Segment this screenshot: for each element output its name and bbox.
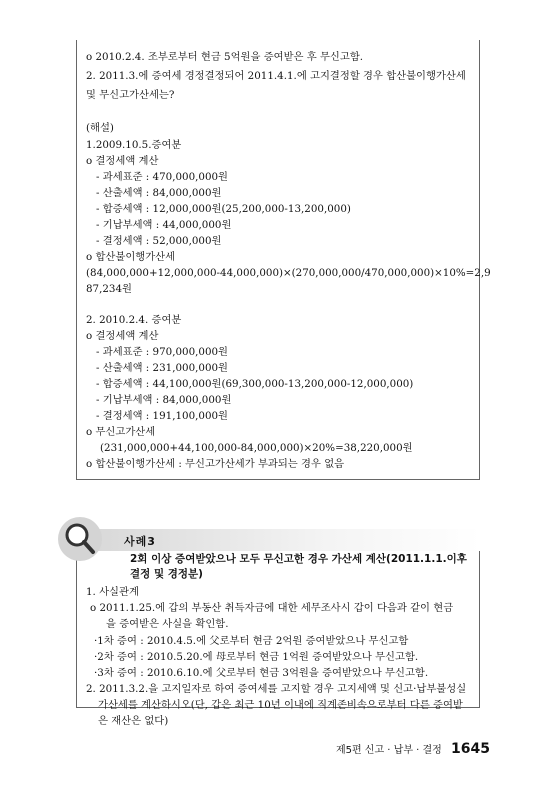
question-line: 가산세를 계산하시오(단, 갑은 최근 10년 이내에 직계존비속으로부터 다른 증여받 xyxy=(98,699,463,711)
facts-head: 1. 사실관계 xyxy=(86,586,139,598)
page-footer xyxy=(336,741,490,757)
case-label: 사례3 xyxy=(124,535,156,548)
part2-item: - 과세표준 : 970,000,000원 xyxy=(96,346,229,358)
solution-heading: (해설) xyxy=(86,122,114,134)
footer-section: 제5편 신고 · 납부 · 결정 xyxy=(335,745,442,756)
part2-combine-line: o 합산불이행가산세 : 무신고가산세가 부과되는 경우 없음 xyxy=(86,458,345,470)
part2-item: - 산출세액 : 231,000,000원 xyxy=(96,362,229,374)
part2-item: - 합증세액 : 44,100,000원(69,300,000-13,200,000-12,000,000) xyxy=(96,378,414,390)
part2-noreport-line: (231,000,000+44,100,000-84,000,000)×20%=38,220,000원 xyxy=(100,442,413,454)
question-line: 및 무신고가산세는? xyxy=(86,89,175,101)
part1-item: - 결정세액 : 52,000,000원 xyxy=(96,235,222,247)
question-line: 은 재산은 없다) xyxy=(98,715,169,727)
part2-item: - 결정세액 : 191,100,000원 xyxy=(96,410,229,422)
part1-item: - 과세표준 : 470,000,000원 xyxy=(96,171,229,183)
part1-item: - 산출세액 : 84,000,000원 xyxy=(96,187,222,199)
magnifier-icon xyxy=(56,515,104,563)
part1-title: 1.2009.10.5.증여분 xyxy=(86,139,182,151)
part2-title: 2. 2010.2.4. 증여분 xyxy=(86,314,182,326)
question-line: o 2010.2.4. 조부로부터 현금 5억원을 증여받은 후 무신고함. xyxy=(86,51,364,63)
page-number: 1645 xyxy=(451,741,490,757)
part2-item: - 기납부세액 : 84,000,000원 xyxy=(96,394,232,406)
gift-line: ·3차 증여 : 2010.6.10.에 父로부터 현금 3억원을 증여받았으나 무신고함. xyxy=(94,667,429,679)
question-line: 2. 2011.3.에 증여세 경정결정되어 2011.4.1.에 고지결정할 경우 합산불이행가산세 xyxy=(86,70,466,82)
facts-line: 을 증여받은 사실을 확인함. xyxy=(106,618,229,630)
question-line: 2. 2011.3.2.을 고지일자로 하여 증여세를 고지할 경우 고지세액 및 신고·납부불성실 xyxy=(86,683,467,695)
facts-line: o 2011.1.25.에 갑의 부동산 취득자금에 대한 세무조사시 갑이 다음과 같이 현금 xyxy=(90,602,454,614)
part2-noreport-head: o 무신고가산세 xyxy=(86,426,156,438)
gift-line: ·2차 증여 : 2010.5.20.에 母로부터 현금 1억원 증여받았으나 무신고함. xyxy=(94,651,419,663)
part2-calc-head: o 결정세액 계산 xyxy=(86,330,159,342)
part1-item: - 기납부세액 : 44,000,000원 xyxy=(96,219,232,231)
case-title: 2회 이상 증여받았으나 모두 무신고한 경우 가산세 계산(2011.1.1.이후 결정 및 경정분) xyxy=(130,553,467,580)
part1-penalty-line: 87,234원 xyxy=(86,283,132,295)
part1-item: - 합증세액 : 12,000,000원(25,200,000-13,200,000) xyxy=(96,203,351,215)
part1-calc-head: o 결정세액 계산 xyxy=(86,155,159,167)
part1-penalty-head: o 합산불이행가산세 xyxy=(86,251,176,263)
gift-line: ·1차 증여 : 2010.4.5.에 父로부터 현금 2억원 증여받았으나 무신고함 xyxy=(94,635,409,647)
part1-penalty-line: (84,000,000+12,000,000-44,000,000)×(270,000,000/470,000,000)×10%=2,9 xyxy=(86,267,491,279)
